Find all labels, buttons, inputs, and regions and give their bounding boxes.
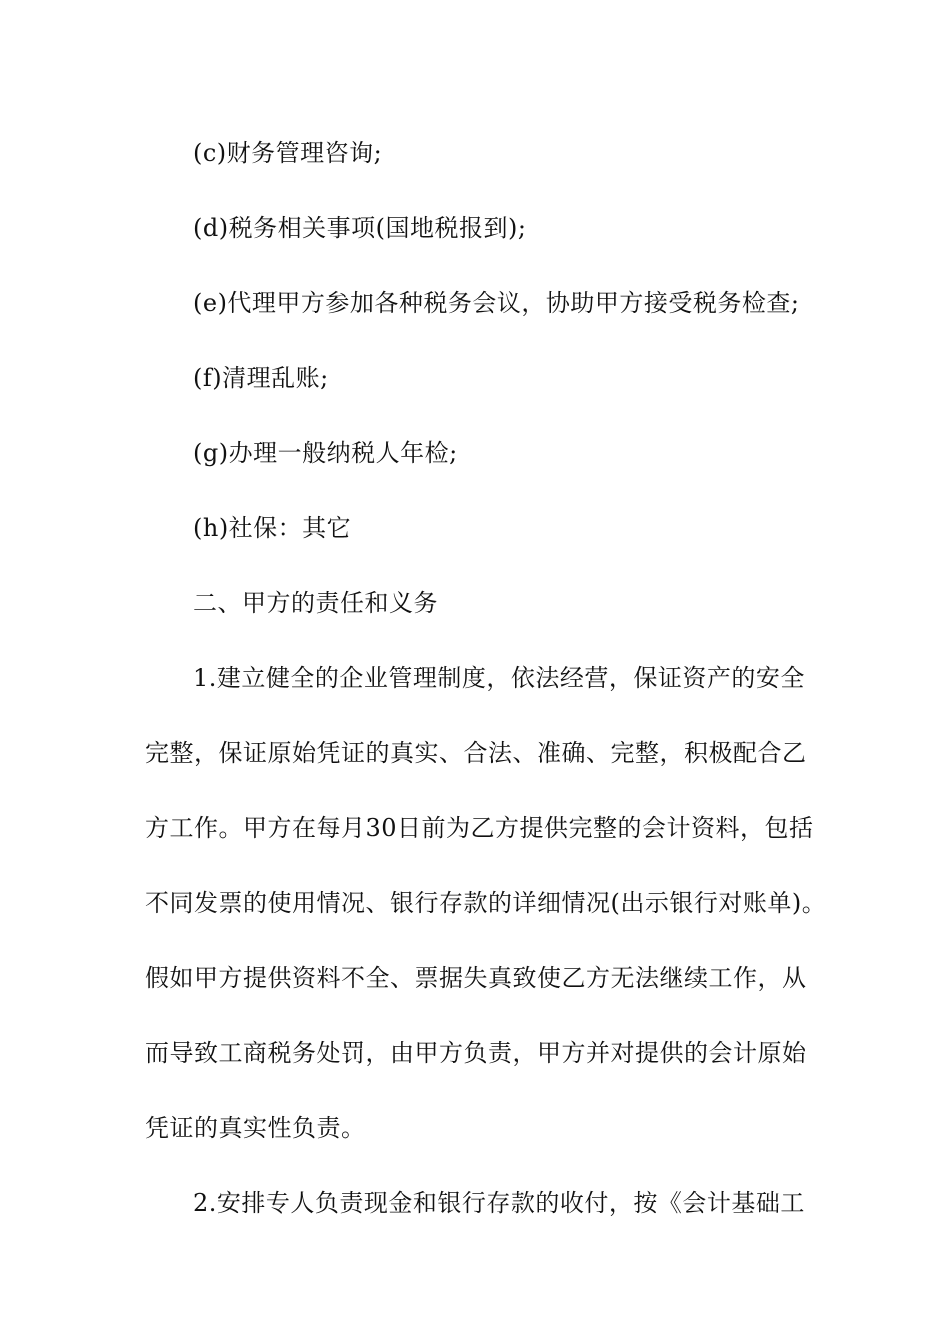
paragraph-line: 不同发票的使用情况、银行存款的详细情况(出示银行对账单)。 [145,889,827,917]
paragraph-line: 1.建立健全的企业管理制度，依法经营，保证资产的安全 [193,664,805,692]
paragraph-line: 假如甲方提供资料不全、票据失真致使乙方无法继续工作，从 [145,964,807,992]
list-item-c: (c)财务管理咨询; [193,139,383,167]
paragraph-line: 而导致工商税务处罚，由甲方负责，甲方并对提供的会计原始 [145,1039,807,1067]
paragraph-line: 2.安排专人负责现金和银行存款的收付，按《会计基础工 [193,1189,805,1217]
list-item-f: (f)清理乱账; [193,364,329,392]
paragraph-line: 完整，保证原始凭证的真实、合法、准确、完整，积极配合乙 [145,739,807,767]
paragraph-line: 凭证的真实性负责。 [145,1114,366,1142]
paragraph-line: 方工作。甲方在每月30日前为乙方提供完整的会计资料，包括 [145,814,814,842]
list-item-d: (d)税务相关事项(国地税报到); [193,214,527,242]
section-heading: 二、甲方的责任和义务 [193,589,438,617]
list-item-h: (h)社保：其它 [193,514,352,542]
list-item-e: (e)代理甲方参加各种税务会议，协助甲方接受税务检查; [193,289,800,317]
list-item-g: (g)办理一般纳税人年检; [193,439,458,467]
